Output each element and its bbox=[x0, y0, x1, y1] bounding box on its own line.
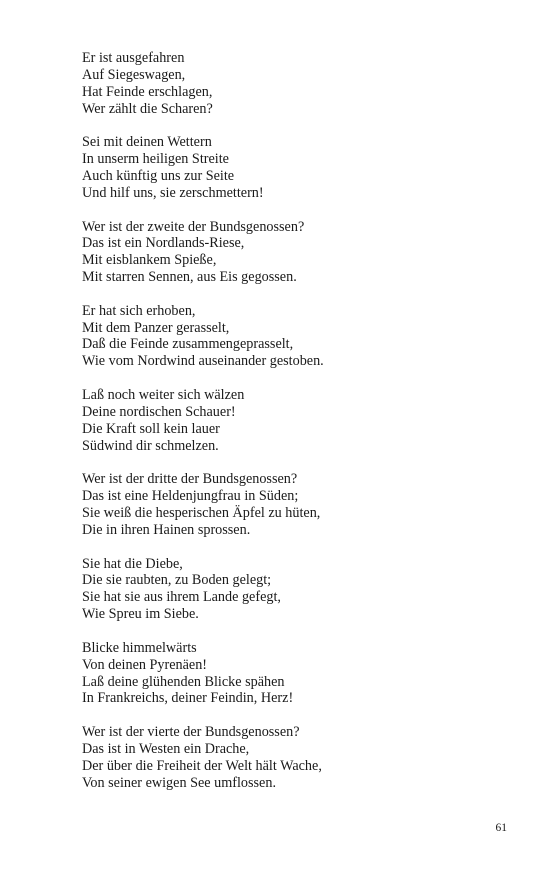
stanza-8 bbox=[82, 640, 522, 707]
stanza-9 bbox=[82, 724, 522, 791]
stanza-6 bbox=[82, 471, 522, 538]
poem-line: Wer zählt die Scharen? bbox=[82, 100, 213, 117]
poem-line: Die Kraft soll kein lauer bbox=[82, 420, 220, 437]
poem-text bbox=[82, 50, 522, 808]
poem-line: Die sie raubten, zu Boden gelegt; bbox=[82, 572, 272, 589]
poem-line: Laß noch weiter sich wälzen bbox=[82, 387, 245, 404]
stanza-7 bbox=[82, 556, 522, 623]
poem-line: Laß deine glühenden Blicke spähen bbox=[82, 673, 285, 690]
poem-line: Von seiner ewigen See umflossen. bbox=[82, 774, 276, 791]
poem-line: In Frankreichs, deiner Feindin, Herz! bbox=[82, 690, 294, 707]
poem-line: Mit eisblankem Spieße, bbox=[82, 252, 217, 269]
poem-line: Wie Spreu im Siebe. bbox=[82, 606, 199, 623]
poem-line: Das ist ein Nordlands-Riese, bbox=[82, 235, 245, 252]
poem-line: Daß die Feinde zusammengeprasselt, bbox=[82, 336, 294, 353]
stanza-4 bbox=[82, 303, 522, 370]
poem-line: Südwind dir schmelzen. bbox=[82, 437, 219, 454]
poem-line: Mit dem Panzer gerasselt, bbox=[82, 319, 230, 336]
poem-line: Deine nordischen Schauer! bbox=[82, 403, 236, 420]
stanza-3 bbox=[82, 219, 522, 286]
poem-line: Auf Siegeswagen, bbox=[82, 66, 186, 83]
poem-line: Der über die Freiheit der Welt hält Wache, bbox=[82, 757, 322, 774]
poem-line: Wer ist der dritte der Bundsgenossen? bbox=[82, 471, 298, 488]
poem-line: Er ist ausgefahren bbox=[82, 50, 185, 66]
stanza-1 bbox=[82, 50, 522, 117]
poem-line: Die in ihren Hainen sprossen. bbox=[82, 521, 251, 538]
poem-line: Mit starren Sennen, aus Eis gegossen. bbox=[82, 269, 297, 286]
poem-line: Wie vom Nordwind auseinander gestoben. bbox=[82, 353, 324, 370]
stanza-2 bbox=[82, 134, 522, 201]
poem-line: Sie weiß die hesperischen Äpfel zu hüten, bbox=[82, 505, 321, 522]
poem-line: Wer ist der vierte der Bundsgenossen? bbox=[82, 724, 300, 741]
poem-line: Sie hat sie aus ihrem Lande gefegt, bbox=[82, 589, 281, 606]
poem-line: Sie hat die Diebe, bbox=[82, 555, 183, 572]
poem-line: Blicke himmelwärts bbox=[82, 639, 197, 656]
poem-line: Sei mit deinen Wettern bbox=[82, 134, 212, 151]
poem-line: Hat Feinde erschlagen, bbox=[82, 83, 213, 100]
poem-line: Das ist in Westen ein Drache, bbox=[82, 740, 250, 757]
poem-line: Wer ist der zweite der Bundsgenossen? bbox=[82, 218, 305, 235]
poem-line: Das ist eine Heldenjungfrau in Süden; bbox=[82, 488, 299, 505]
poem-line: Er hat sich erhoben, bbox=[82, 302, 196, 319]
poem-line: Von deinen Pyrenäen! bbox=[82, 656, 208, 673]
page-number: 61 bbox=[495, 822, 507, 834]
poem-line: Auch künftig uns zur Seite bbox=[82, 167, 235, 184]
stanza-5 bbox=[82, 387, 522, 454]
poem-line: In unserm heiligen Streite bbox=[82, 151, 229, 168]
poem-line: Und hilf uns, sie zerschmettern! bbox=[82, 184, 264, 201]
